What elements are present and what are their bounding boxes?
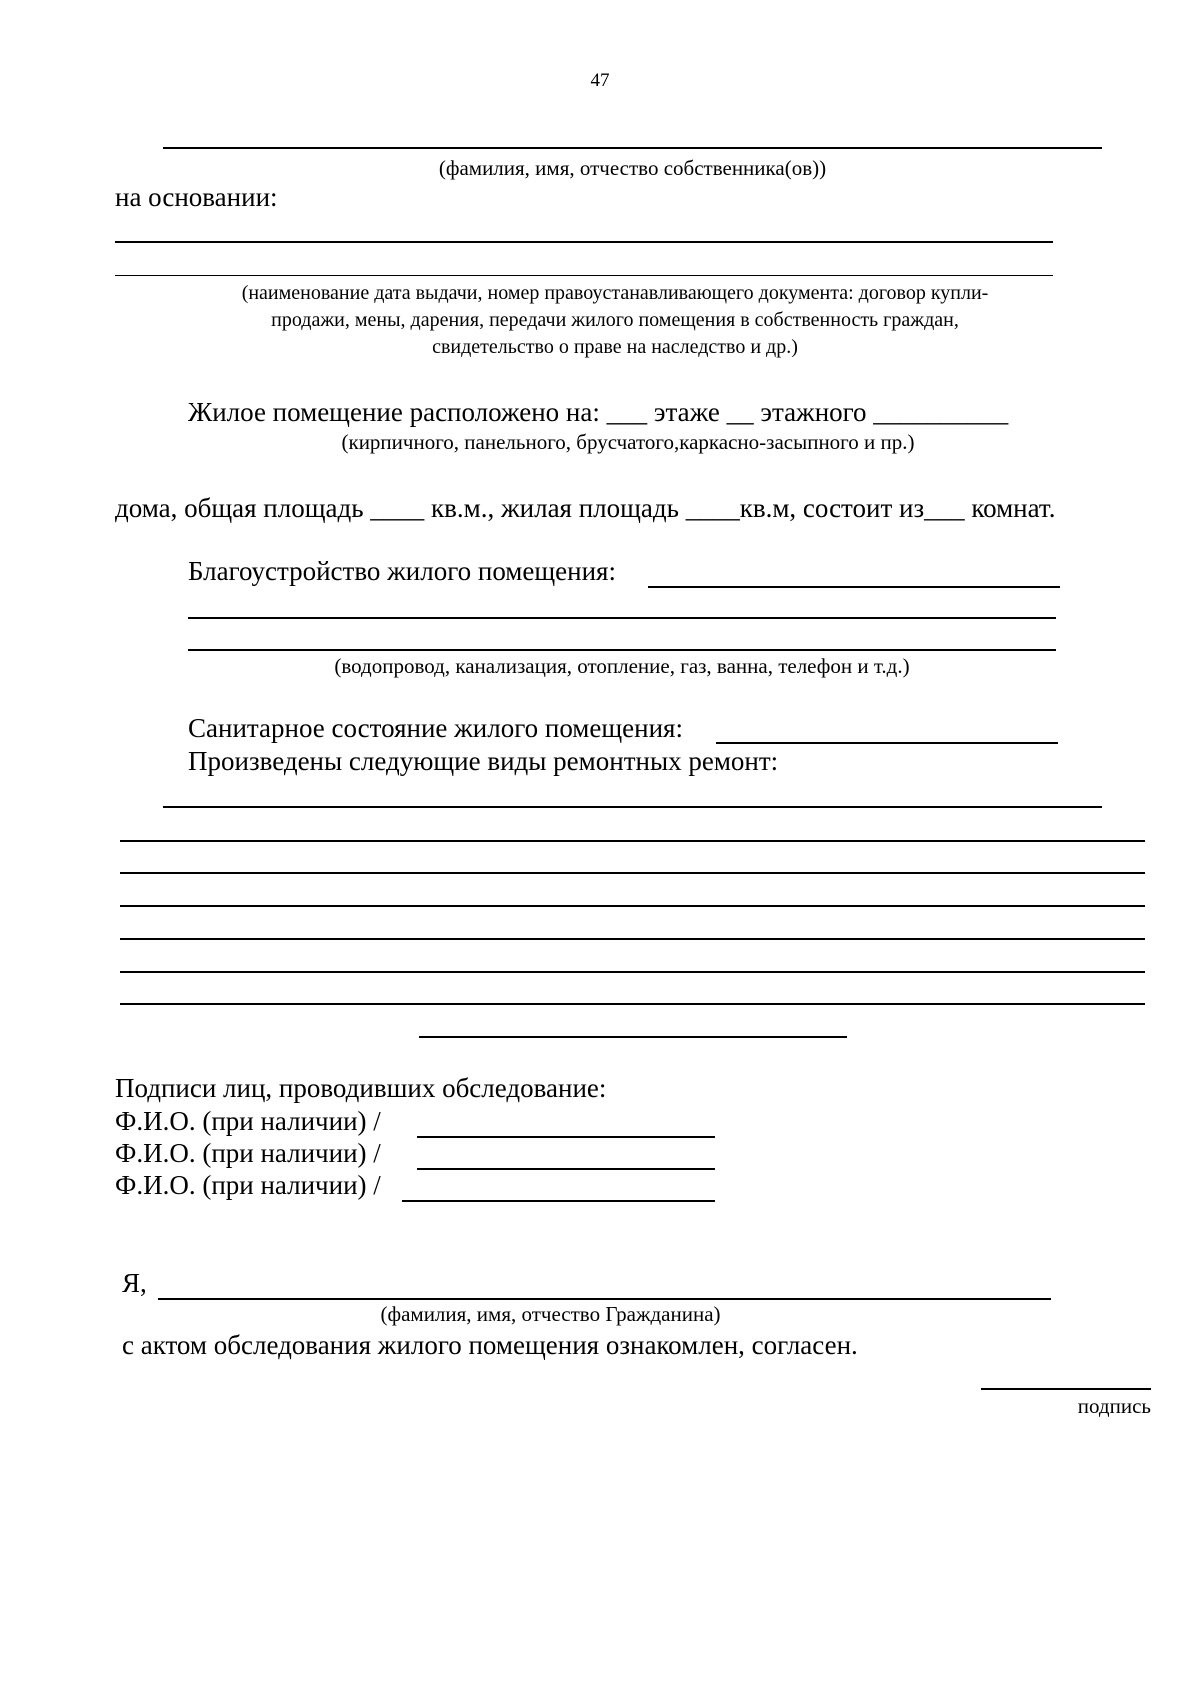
area-text: дома, общая площадь ____ кв.м., жилая площадь ____кв.м, состоит из___ комнат. <box>115 493 1056 523</box>
amenities-line-2 <box>188 617 1056 619</box>
signature-row-3-line <box>402 1200 715 1202</box>
repairs-line-5 <box>120 938 1145 940</box>
location-text: Жилое помещение расположено на: ___ этаже __ этажного __________ <box>188 397 1009 427</box>
citizen-name-line <box>158 1298 1051 1300</box>
repairs-short-line <box>419 1036 847 1038</box>
citizen-signature-line <box>981 1388 1151 1390</box>
owner-name-line <box>163 147 1102 149</box>
owner-name-caption: (фамилия, имя, отчество собственника(ов)) <box>438 156 827 180</box>
amenities-line-1 <box>648 586 1060 588</box>
repairs-line-1 <box>163 806 1102 808</box>
amenities-caption: (водопровод, канализация, отопление, газ, ванна, телефон и т.д.) <box>334 654 910 678</box>
signatures-label: Подписи лиц, проводивших обследование: <box>115 1073 607 1103</box>
location-caption: (кирпичного, панельного, брусчатого,каркасно-засыпного и пр.) <box>341 430 915 454</box>
citizen-name-caption: (фамилия, имя, отчество Гражданина) <box>380 1302 721 1326</box>
repairs-line-7 <box>120 1003 1145 1005</box>
citizen-agreement: с актом обследования жилого помещения ознакомлен, согласен. <box>122 1330 858 1360</box>
signature-row-2: Ф.И.О. (при наличии) / <box>115 1138 381 1168</box>
signature-row-1: Ф.И.О. (при наличии) / <box>115 1106 381 1136</box>
basis-line-1 <box>115 241 1053 243</box>
signature-row-2-line <box>417 1168 715 1170</box>
citizen-signature-caption: подпись <box>1077 1394 1151 1418</box>
repairs-line-3 <box>120 872 1145 874</box>
sanitary-label: Санитарное состояние жилого помещения: <box>188 713 683 743</box>
amenities-label: Благоустройство жилого помещения: <box>188 556 616 586</box>
basis-caption-line-3: свидетельство о праве на наследство и др.) <box>432 336 798 358</box>
basis-line-2 <box>115 275 1053 276</box>
basis-label: на основании: <box>115 182 278 212</box>
repairs-line-6 <box>120 971 1145 973</box>
basis-caption-line-2: продажи, мены, дарения, передачи жилого помещения в собственность граждан, <box>271 309 959 331</box>
citizen-prefix: Я, <box>122 1268 147 1298</box>
basis-caption-line-1: (наименование дата выдачи, номер правоустанавливающего документа: договор купли- <box>241 282 989 304</box>
repairs-label: Произведены следующие виды ремонтных ремонт: <box>188 746 779 776</box>
signature-row-3: Ф.И.О. (при наличии) / <box>115 1170 381 1200</box>
signature-row-1-line <box>417 1136 715 1138</box>
page-number: 47 <box>590 70 610 91</box>
repairs-line-2 <box>120 840 1145 842</box>
sanitary-line <box>716 742 1058 744</box>
repairs-line-4 <box>120 905 1145 907</box>
amenities-line-3 <box>188 649 1056 651</box>
